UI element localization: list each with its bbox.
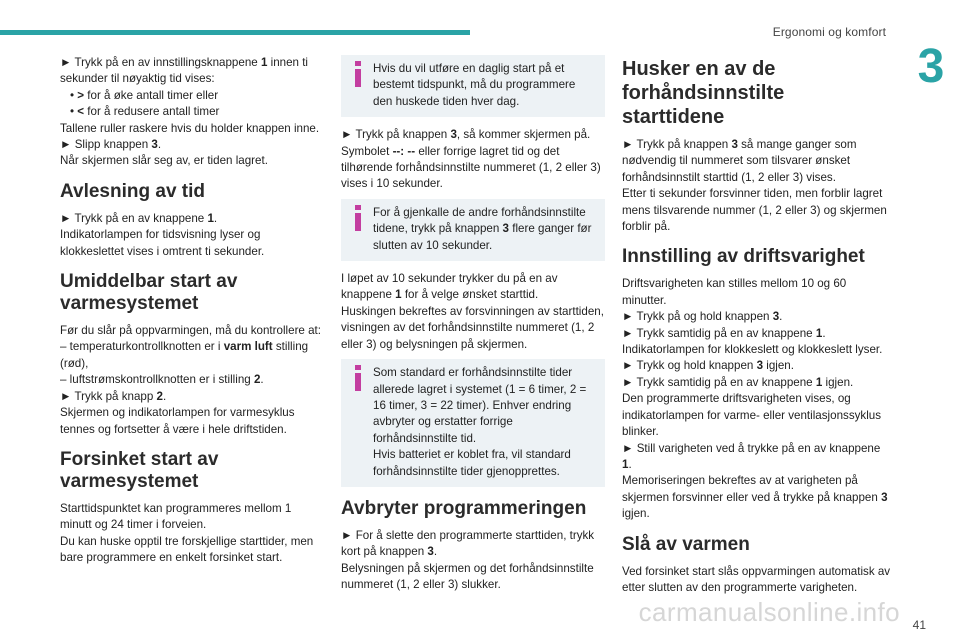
column-1: [60, 55, 322, 567]
info-icon: [348, 61, 368, 87]
paragraph: – temperaturkontrollknotten er i varm luft stilling (rød),: [60, 340, 309, 370]
column-3: [622, 55, 892, 596]
note-text: Hvis du vil utføre en daglig start på et bestemt tidspunkt, må du programmere den huskede tiden hver dag.: [373, 62, 576, 108]
heading-umiddelbar: Umiddelbar start av varmesystemet: [60, 271, 238, 315]
paragraph: ► Trykk på knappen 3, så kommer skjermen på.: [341, 128, 591, 142]
info-icon: [348, 205, 368, 231]
paragraph: Indikatorlampen for tidsvisning lyser og klokkeslettet vises i omtrent ti sekunder.: [60, 228, 265, 258]
paragraph: ► Trykk på en av knappene 1.: [60, 211, 218, 225]
paragraph: Etter ti sekunder forsvinner tiden, men forblir lagret mens tilsvarende nummer (1, 2 eller 3) og skjermen forblir på.: [622, 187, 887, 234]
heading-innstilling: Innstilling av driftsvarighet: [622, 246, 865, 268]
bullet-item: • > for å øke antall timer eller: [70, 88, 219, 102]
paragraph: Memoriseringen bekreftes av at varigheten på skjermen forsvinner eller ved å trykke på knappen 3 igjen.: [622, 474, 888, 521]
note-text: Hvis batteriet er koblet fra, vil standard forhåndsinnstilte tider gjenopprettes.: [373, 448, 571, 478]
header-accent-bar: [0, 30, 470, 35]
heading-avlesning: Avlesning av tid: [60, 180, 205, 202]
bullet-item: • < for å redusere antall timer: [70, 105, 220, 119]
paragraph: ► For å slette den programmerte starttiden, trykk kort på knappen 3.: [341, 528, 595, 559]
paragraph: ► Trykk samtidig på en av knappene 1.: [622, 326, 826, 340]
info-note: [341, 199, 605, 261]
paragraph: Indikatorlampen for klokkeslett og klokkeslett lyser.: [622, 343, 883, 357]
paragraph: ► Trykk på og hold knappen 3.: [622, 310, 783, 324]
column-2: [341, 55, 605, 594]
heading-forsinket: Forsinket start av varmesystemet: [60, 448, 219, 492]
paragraph: Driftsvarigheten kan stilles mellom 10 og 60 minutter.: [622, 277, 847, 307]
paragraph: Huskingen bekreftes av forsvinningen av starttiden, visningen av det forhåndsinnstilte nummeret (1, 2 eller 3) og belysningen på skjermen.: [341, 304, 604, 351]
paragraph: ► Trykk på knappen 3 så mange ganger som nødvendig til nummeret som tilsvarer ønsket forhåndsinnstilt starttid (1, 2 eller 3) vises.: [622, 138, 857, 184]
info-note: [341, 359, 605, 487]
paragraph: ► Trykk på en av innstillingsknappene 1 innen ti sekunder til nøyaktig tid vises:: [60, 56, 309, 86]
paragraph: Skjermen og indikatorlampen for varmesyklus tennes og fortsetter å være i hele driftstiden.: [60, 406, 295, 436]
paragraph: Før du slår på oppvarmingen, må du kontrollere at:: [60, 324, 321, 338]
page-number: 41: [912, 618, 926, 632]
info-note: [341, 55, 605, 117]
paragraph: Starttidspunktet kan programmeres mellom 1 minutt og 24 timer i forveien.: [60, 501, 292, 532]
heading-sla-av: Slå av varmen: [622, 533, 750, 555]
paragraph: Den programmerte driftsvarigheten vises, og indikatorlampen for varme- eller ventilasjonssyklus blinker.: [622, 392, 882, 439]
chapter-number: 3: [917, 40, 945, 93]
paragraph: Du kan huske opptil tre forskjellige starttider, men bare programmere en enkelt forsinket start.: [60, 534, 314, 565]
paragraph: ► Trykk på knapp 2.: [60, 389, 167, 403]
note-text: For å gjenkalle de andre forhåndsinnstilte tidene, trykk på knappen 3 flere ganger før slutten av 10 sekunder.: [373, 205, 592, 252]
paragraph: Tallene ruller raskere hvis du holder knappen inne.: [60, 121, 320, 135]
heading-avbryter: Avbryter programmeringen: [341, 497, 587, 519]
note-text: Som standard er forhåndsinnstilte tider allerede lagret i systemet (1 = 6 timer, 2 = 16 timer, 3 = 22 timer). Enhver endring avbryter og erstatter forrige forhåndsinnstilte tid.: [373, 366, 587, 445]
paragraph: – luftstrømskontrollknotten er i stilling 2.: [60, 373, 264, 387]
heading-husker: Husker en av de forhåndsinnstilte starttidene: [622, 58, 785, 128]
paragraph: ► Trykk samtidig på en av knappene 1 igjen.: [622, 375, 854, 389]
watermark: carmanualsonline.info: [638, 597, 900, 627]
paragraph: ► Slipp knappen 3.: [60, 138, 162, 152]
paragraph: Når skjermen slår seg av, er tiden lagret.: [60, 154, 268, 168]
paragraph: Ved forsinket start slås oppvarmingen automatisk av etter slutten av den programmerte varigheten.: [622, 564, 891, 594]
paragraph: ► Still varigheten ved å trykke på en av knappene 1.: [622, 441, 881, 471]
paragraph: Symbolet --: -- eller forrige lagret tid og det tilhørende forhåndsinnstilte nummeret (1, 2 eller 3) vises i 10 sekunder.: [341, 144, 601, 191]
paragraph: ► Trykk og hold knappen 3 igjen.: [622, 359, 794, 373]
paragraph: Belysningen på skjermen og det forhåndsinnstilte nummeret (1, 2 eller 3) slukker.: [341, 561, 594, 592]
info-icon: [348, 365, 368, 391]
section-title: Ergonomi og komfort: [772, 25, 886, 39]
paragraph: I løpet av 10 sekunder trykker du på en av knappene 1 for å velge ønsket starttid.: [341, 272, 558, 302]
